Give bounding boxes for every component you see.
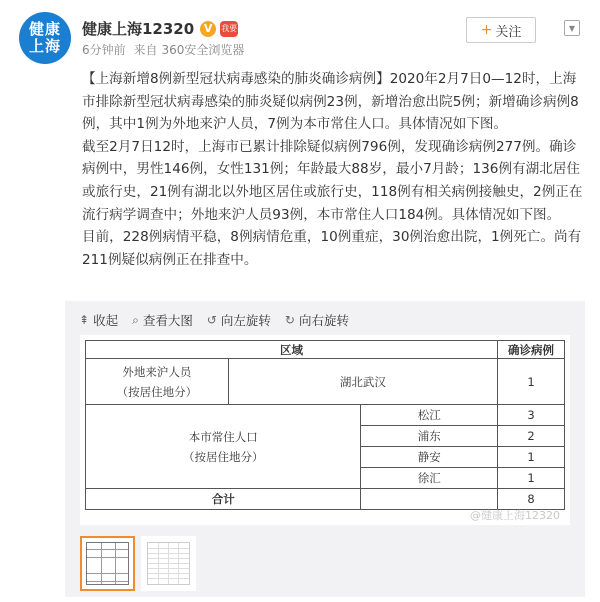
header-cases: 确诊病例 (498, 341, 565, 359)
group-cell (86, 359, 229, 405)
collapse-button[interactable] (79, 311, 118, 329)
district-cell: 徐汇 (361, 468, 498, 489)
rotate-left-button[interactable] (207, 311, 271, 329)
collapse-label: 收起 (93, 313, 119, 328)
group-label: 外地来沪人员 (122, 364, 192, 379)
plus-icon: + (480, 22, 493, 38)
thumbnail-1[interactable] (80, 536, 135, 591)
rotate-right-button[interactable] (285, 311, 349, 329)
image-toolbar (79, 311, 363, 329)
post-source[interactable]: 360安全浏览器 (161, 43, 245, 57)
thumbnail-table-icon (86, 542, 129, 585)
district-cell: 浦东 (361, 426, 498, 447)
view-large-label: 查看大图 (142, 313, 193, 328)
table-header-row (86, 341, 565, 359)
table-row (86, 359, 565, 405)
follow-button[interactable] (466, 17, 536, 43)
total-count: 8 (498, 489, 565, 510)
thumbnail-table-icon (147, 542, 190, 585)
post-meta (82, 41, 248, 58)
count-cell: 1 (498, 468, 565, 489)
group-cell (86, 405, 361, 489)
post-time[interactable]: 6分钟前 (82, 43, 126, 57)
follow-label: 关注 (495, 24, 522, 40)
verified-icon: V (200, 21, 216, 37)
view-large-button[interactable] (132, 311, 193, 329)
zoom-icon: ⌕ (132, 312, 139, 327)
watermark: @健康上海12320 (470, 509, 560, 522)
count-cell: 1 (498, 447, 565, 468)
cases-table (85, 340, 565, 510)
chevron-down-icon[interactable]: ▼ (564, 20, 580, 36)
district-cell: 松江 (361, 405, 498, 426)
table-row (86, 405, 565, 426)
rotate-right-label: 向右旋转 (298, 313, 349, 328)
group-sublabel: （按居住地分） (116, 384, 198, 399)
post-paragraph: 目前，228例病情平稳，8例病情危重，10例重症，30例治愈出院，1例死亡。尚有211例疑似病例正在排查中。 (82, 229, 582, 268)
media-panel (65, 301, 585, 597)
rotate-left-label: 向左旋转 (220, 313, 271, 328)
count-cell: 3 (498, 405, 565, 426)
thumbnail-strip (80, 536, 202, 591)
rotate-left-icon: ↺ (206, 313, 217, 327)
name-row (82, 18, 238, 39)
post-image[interactable] (80, 335, 570, 525)
district-cell: 静安 (361, 447, 498, 468)
district-cell: 湖北武汉 (228, 359, 497, 405)
total-label: 合计 (86, 489, 361, 510)
post-text (82, 68, 586, 271)
post-paragraph: 截至2月7日12时，上海市已累计排除疑似病例796例，发现确诊病例277例。确诊病例中，男性146例，女性131例；年龄最大88岁，最小7月龄；136例有湖北居住或旅行史，21例有湖北以外地区居住或旅行史，118例有相关病例接触史，2例正在流行病学调查中；外地来沪人员93例，本市常住人口184例。具体情况如下图。 (82, 138, 583, 223)
post-header (0, 0, 600, 64)
group-sublabel: （按居住地分） (182, 449, 264, 464)
thumbnail-2[interactable] (141, 536, 196, 591)
avatar[interactable] (19, 12, 71, 64)
source-prefix: 来自 (133, 43, 158, 57)
post-paragraph: 【上海新增8例新型冠状病毒感染的肺炎确诊病例】2020年2月7日0—12时，上海市排除新型冠状病毒感染的肺炎疑似病例23例，新增治愈出院5例；新增确诊病例8例，其中1例为外地来沪人员，7例为本市常住人口。具体情况如下图。 (82, 71, 579, 133)
rotate-right-icon: ↻ (284, 313, 295, 327)
header-region: 区域 (86, 341, 498, 359)
heart-badge-icon: 我要 (220, 21, 238, 37)
count-cell: 1 (498, 359, 565, 405)
collapse-icon: ⇞ (79, 313, 90, 327)
count-cell: 2 (498, 426, 565, 447)
username[interactable]: 健康上海12320 (82, 20, 195, 38)
group-label: 本市常住人口 (188, 429, 258, 444)
avatar-text: 健康上海 (28, 20, 61, 55)
